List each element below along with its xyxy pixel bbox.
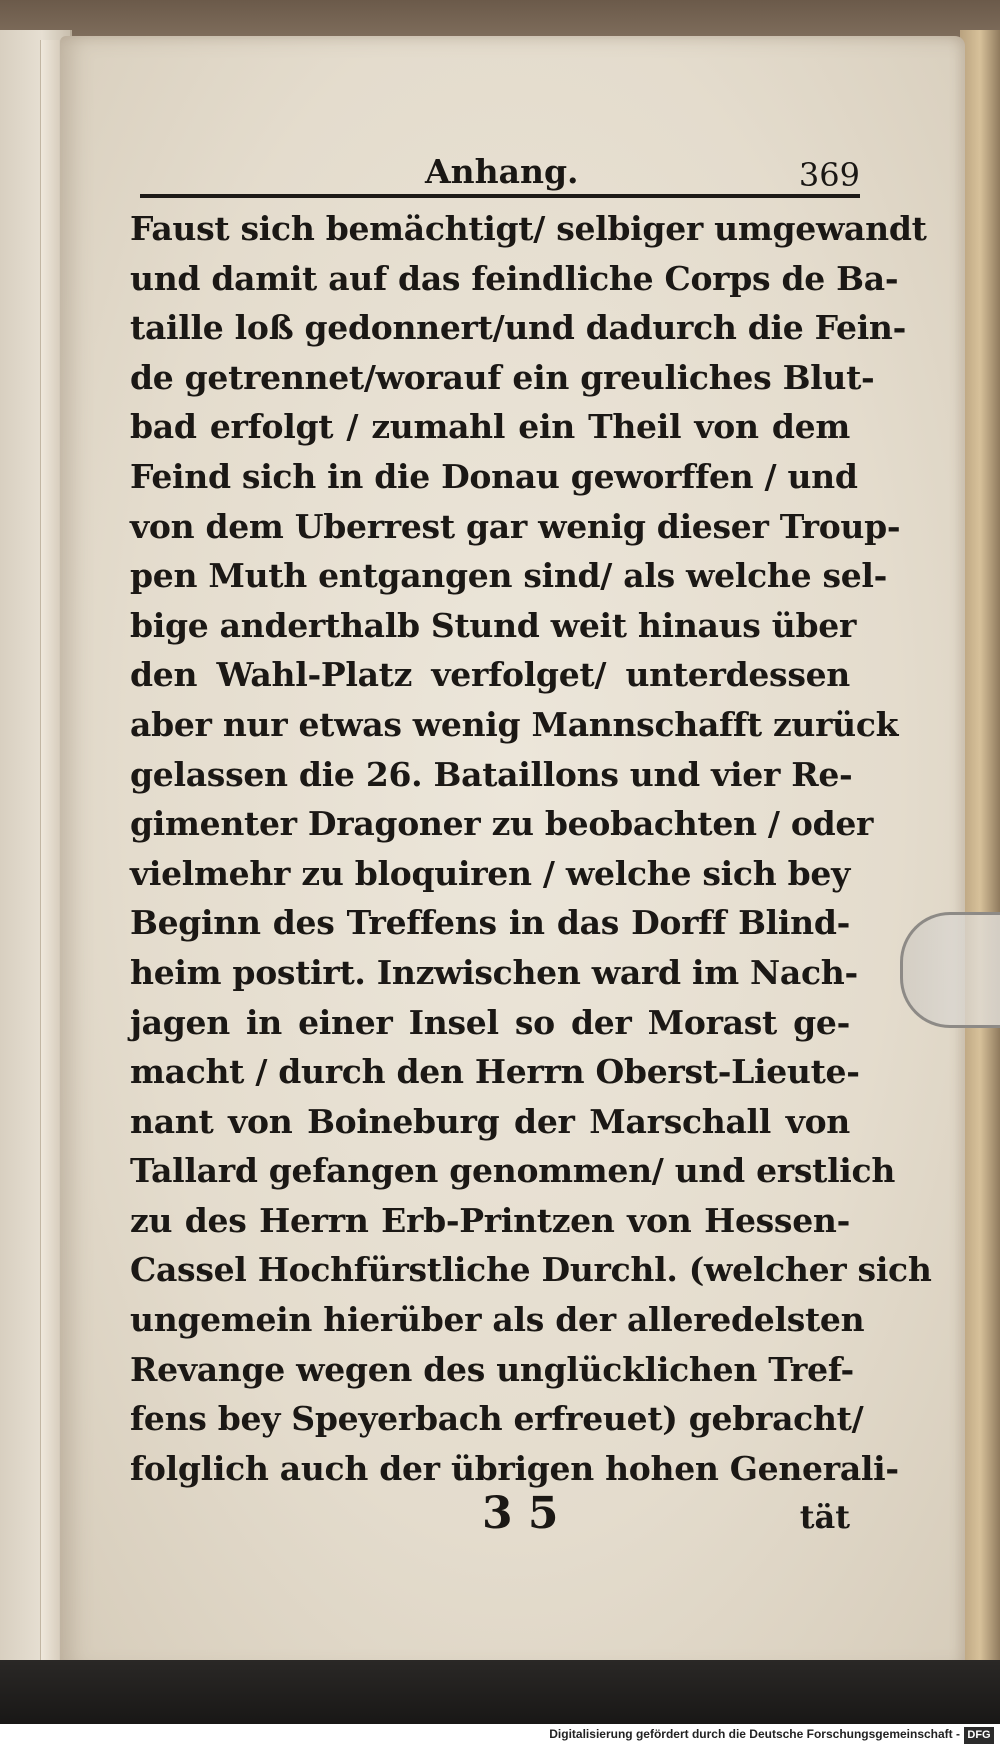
text-line: gelassen die 26. Bataillons und vier Re-: [130, 754, 853, 794]
text-line: vielmehr zu bloquiren / welche sich bey: [130, 853, 850, 893]
text-line: taille loß gedonnert/und dadurch die Fein-: [130, 308, 907, 348]
left-page-edge: [40, 40, 59, 1660]
text-line: heim postirt. Inzwischen ward im Nach-: [130, 952, 858, 992]
signature-mark: 3 5: [482, 1488, 559, 1539]
text-line: Faust sich bemächtigt/ selbiger umgewandt: [130, 209, 927, 248]
text-line: von dem Uberrest gar wenig dieser Troup-: [130, 506, 901, 546]
page-footer: [130, 1488, 850, 1548]
text-line: bad erfolgt / zumahl ein Theil von dem: [130, 407, 850, 447]
page-clip: [900, 912, 1000, 1028]
text-line: ungemein hierüber als der alleredelsten: [130, 1300, 865, 1340]
dfg-logo: DFG: [964, 1727, 994, 1744]
text-line: Tallard gefangen genommen/ und erstlich: [130, 1151, 896, 1191]
text-line: nant von Boineburg der Marschall von: [130, 1101, 850, 1141]
page-number: 369: [798, 156, 860, 194]
text-line: Beginn des Treffens in das Dorff Blind-: [130, 903, 850, 943]
text-line: und damit auf das feindliche Corps de Ba-: [130, 258, 899, 298]
text-line: macht / durch den Herrn Oberst-Lieute-: [130, 1052, 860, 1092]
text-line: pen Muth entgangen sind/ als welche sel-: [130, 556, 888, 596]
running-head: Anhang.: [425, 152, 579, 191]
text-line: Cassel Hochfürstliche Durchl. (welcher sich: [130, 1250, 932, 1290]
funding-credit: Digitalisierung gefördert durch die Deutsche Forschungsgemeinschaft -: [549, 1727, 960, 1741]
text-line: Revange wegen des unglücklichen Tref-: [130, 1349, 854, 1389]
body-text: [130, 204, 932, 1493]
catchword: tät: [799, 1498, 850, 1536]
page-header: [140, 146, 860, 206]
text-line: den Wahl-Platz verfolget/ unterdessen: [130, 655, 850, 695]
text-line: folglich auch der übrigen hohen Generali-: [130, 1448, 899, 1488]
credit-bar: [0, 1724, 1000, 1748]
text-line: fens bey Speyerbach erfreuet) gebracht/: [130, 1399, 864, 1439]
header-rule: [140, 194, 860, 198]
text-line: bige anderthalb Stund weit hinaus über: [130, 605, 857, 645]
text-line: gimenter Dragoner zu beobachten / oder: [130, 804, 874, 844]
text-line: de getrennet/worauf ein greuliches Blut-: [130, 357, 875, 397]
book-fore-edge: [960, 30, 1000, 1680]
text-line: zu des Herrn Erb-Printzen von Hessen-: [130, 1200, 850, 1240]
text-line: Feind sich in die Donau geworffen / und: [130, 456, 858, 496]
text-line: aber nur etwas wenig Mannschafft zurück: [130, 704, 899, 744]
text-line: jagen in einer Insel so der Morast ge-: [130, 1002, 850, 1042]
